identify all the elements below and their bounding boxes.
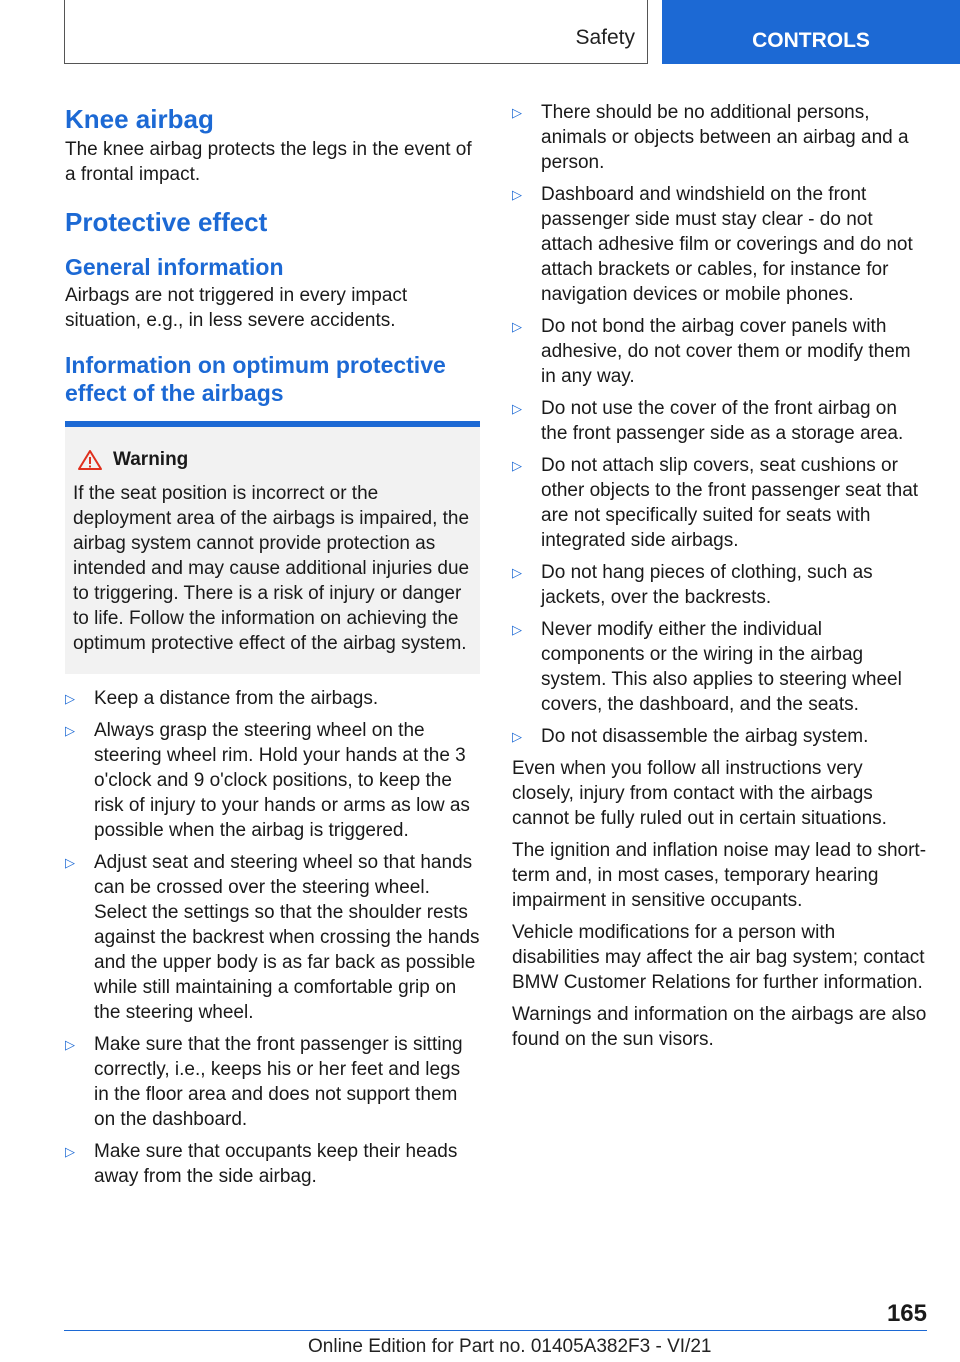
general-information-heading: General information: [65, 254, 284, 280]
footer-divider: [64, 1330, 927, 1331]
left-bullet-list: [65, 686, 480, 1189]
knee-airbag-text: The knee airbag protects the legs in the event of a frontal impact.: [65, 139, 472, 185]
bullet-triangle-icon: ▷: [65, 855, 75, 870]
list-item: [512, 560, 927, 610]
bullet-triangle-icon: ▷: [512, 105, 522, 120]
bullet-triangle-icon: ▷: [512, 622, 522, 637]
list-item-text: Always grasp the steering wheel on the steering wheel rim. Hold your hands at the 3 o'clock and 9 o'clock positions, to keep the risk of injury to your hands or arms as low as possible when the airbag is triggered.: [94, 720, 470, 841]
list-item-text: Keep a distance from the airbags.: [94, 688, 379, 709]
paragraph-noise: The ignition and inflation noise may lead to short-term and, in most cases, temporary hearing impairment in sensitive occupants.: [512, 840, 927, 911]
chapter-tab[interactable]: [662, 0, 960, 64]
warning-box: [65, 421, 480, 674]
footer-edition: Online Edition for Part no. 01405A382F3 - VI/21: [308, 1336, 712, 1357]
knee-airbag-heading: Knee airbag: [65, 104, 214, 134]
list-item: [512, 617, 927, 717]
paragraph-sun-visors: Warnings and information on the airbags are also found on the sun visors.: [512, 1004, 927, 1050]
right-bullet-list: [512, 100, 927, 749]
list-item-text: Never modify either the individual components or the wiring in the airbag system. This also applies to steering wheel covers, the dashboard, and the seats.: [541, 619, 902, 715]
right-column: [512, 100, 927, 1052]
list-item-text: Make sure that the front passenger is sitting correctly, i.e., keeps his or her feet and legs in the floor area and does not support them on the dashboard.: [94, 1034, 463, 1130]
list-item: [512, 724, 927, 749]
bullet-triangle-icon: ▷: [512, 458, 522, 473]
list-item-text: Make sure that occupants keep their heads away from the side airbag.: [94, 1141, 458, 1187]
list-item: [65, 850, 480, 1025]
list-item: [65, 1139, 480, 1189]
page-number: 165: [886, 1300, 927, 1327]
list-item-text: Adjust seat and steering wheel so that hands can be crossed over the steering wheel. Select the settings so that the shoulder rests against the backrest when crossing the hands and the upper body is as far back as possible while still maintaining a comfortable grip on the steering wheel.: [94, 852, 480, 1023]
warning-text: If the seat position is incorrect or the deployment area of the airbags is impaired, the airbag system cannot provide protection as intended and may cause additional injuries due to triggering. There is a risk of injury or danger to life. Follow the information on achieving the optimum protective effect of the airbag system.: [73, 483, 470, 654]
left-column: [65, 100, 480, 1196]
list-item: [512, 182, 927, 307]
chapter-label: CONTROLS: [752, 29, 870, 52]
list-item: [512, 453, 927, 553]
paragraph-modifications: Vehicle modifications for a person with disabilities may affect the air bag system; contact BMW Customer Relations for further information.: [512, 922, 925, 993]
warning-title-label: Warning: [113, 449, 189, 470]
warning-triangle-icon: [77, 449, 103, 471]
list-item-text: Do not attach slip covers, seat cushions or other objects to the front passenger seat that are not specifically suited for seats with integrated side airbags.: [541, 455, 919, 551]
paragraph-injury: Even when you follow all instructions very closely, injury from contact with the airbags cannot be fully ruled out in certain situations.: [512, 758, 887, 829]
list-item-text: Do not use the cover of the front airbag on the front passenger side as a storage area.: [541, 398, 904, 444]
protective-effect-heading: Protective effect: [65, 207, 268, 237]
list-item-text: Do not disassemble the airbag system.: [541, 726, 869, 747]
bullet-triangle-icon: ▷: [512, 729, 522, 744]
list-item-text: Dashboard and windshield on the front passenger side must stay clear - do not attach adhesive film or coverings and do not attach brackets or cables, for instance for navigation devices or mobile phones.: [541, 184, 913, 305]
list-item: [512, 396, 927, 446]
list-item-text: There should be no additional persons, animals or objects between an airbag and a person.: [541, 102, 909, 173]
list-item: [65, 686, 480, 711]
bullet-triangle-icon: ▷: [512, 319, 522, 334]
bullet-triangle-icon: ▷: [512, 401, 522, 416]
list-item: [512, 314, 927, 389]
bullet-triangle-icon: ▷: [512, 565, 522, 580]
optimum-effect-heading: Information on optimum protective effect of the airbags: [65, 352, 446, 406]
header-frame: [64, 0, 648, 64]
list-item-text: Do not bond the airbag cover panels with adhesive, do not cover them or modify them in any way.: [541, 316, 911, 387]
bullet-triangle-icon: ▷: [65, 1144, 75, 1159]
bullet-triangle-icon: ▷: [512, 187, 522, 202]
section-label: Safety: [575, 26, 635, 49]
warning-title: [77, 449, 472, 471]
list-item-text: Do not hang pieces of clothing, such as jackets, over the backrests.: [541, 562, 873, 608]
list-item: [512, 100, 927, 175]
bullet-triangle-icon: ▷: [65, 723, 75, 738]
list-item: [65, 1032, 480, 1132]
bullet-triangle-icon: ▷: [65, 1037, 75, 1052]
list-item: [65, 718, 480, 843]
bullet-triangle-icon: ▷: [65, 691, 75, 706]
general-information-text: Airbags are not triggered in every impact situation, e.g., in less severe accidents.: [65, 285, 408, 331]
